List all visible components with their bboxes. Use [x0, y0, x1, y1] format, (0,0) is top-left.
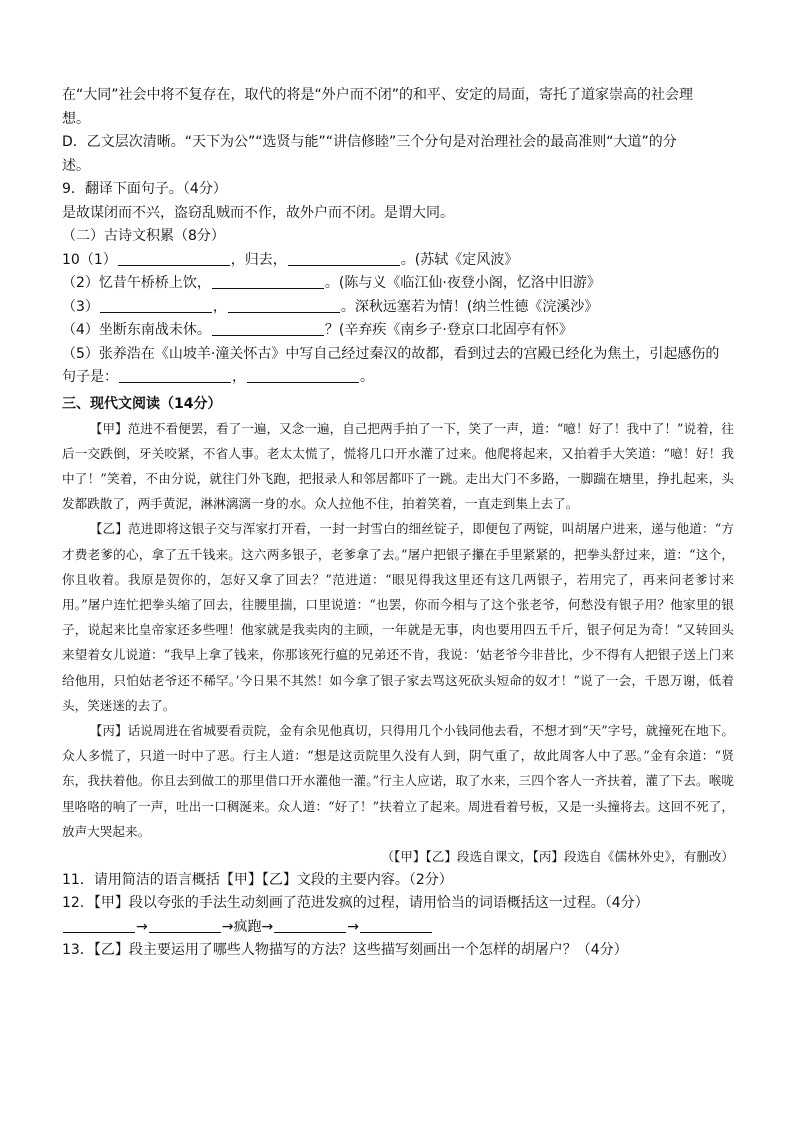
section-2-2-title: （二）古诗文积累（8分） — [62, 228, 225, 244]
question-10-1: 10（1） ，归去， 。(苏轼《定风波》 — [62, 251, 519, 268]
question-9: 9．翻译下面句子。（4分） — [62, 181, 227, 197]
answer-blank[interactable] — [63, 918, 135, 933]
question-10-3: （3） ， 。深秋远塞若为情！(纳兰性德《浣溪沙》 — [62, 298, 599, 315]
document-content — [62, 84, 734, 963]
question-10-2: （2）忆昔午桥桥上饮， 。(陈与义《临江仙·夜登小阁，忆洛中旧游》 — [62, 275, 601, 291]
text-line: 述。 — [62, 157, 90, 174]
text-line: 想。 — [62, 110, 90, 127]
text-line: 在“大同”社会中将不复存在，取代的将是“外户而不闭”的和平、安定的局面，寄托了道家崇高的社会理 — [62, 87, 694, 103]
question-12: 12．【甲】段以夸张的手法生动刻画了范进发疯的过程，请用恰当的词语概括这一过程。（4分） — [62, 895, 649, 912]
answer-blank[interactable] — [212, 321, 324, 336]
answer-blank[interactable] — [118, 251, 230, 266]
answer-blank[interactable] — [119, 368, 231, 383]
question-9-sentence: 是故谋闭而不兴，盗窃乱贼而不作，故外户而不闭。是谓大同。 — [62, 204, 454, 221]
question-10-5-answer: 句子是： ， 。 — [62, 369, 374, 385]
section-3-title: 三、现代文阅读（14分） — [62, 395, 222, 412]
passage-source: （【甲】【乙】段选自课文，【丙】段选自《儒林外史》，有删改） — [381, 848, 734, 864]
answer-blank[interactable] — [288, 251, 400, 266]
passage-jia: 【甲】范进不看便罢，看了一遍，又念一遍，自己把两手拍了一下，笑了一声，道：“噫！好了！我中了！”说着，往后一交跌倒，牙关咬紧，不省人事。老太太慌了，慌将几口开水灌了过来。他爬将起来，又拍着手大笑道：“噫！好！我中了！”笑着，不由分说，就往门外飞跑，把报录人和邻居都吓了一跳。走出大门不多路，一脚踹在塘里，挣扎起来，头发都跌散了，两手黄泥，淋淋漓漓一身的水。众人拉他不住，拍着笑着，一直走到集上去了。 — [62, 420, 734, 512]
answer-blank[interactable] — [228, 298, 340, 313]
option-d: D．乙文层次清晰。“天下为公”“选贤与能”“讲信修睦”三个分句是对治理社会的最高准则“大道”的分 — [62, 134, 677, 150]
passage-yi: 【乙】范进即将这银子交与浑家打开看，一封一封雪白的细丝锭子，即便包了两锭，叫胡屠户进来，递与他道：“方才费老爹的心，拿了五千钱来。这六两多银子，老爹拿了去。”屠户把银子攥在手里紧紧的，把拳头舒过来，道：“这个，你且收着。我原是贺你的，怎好又拿了回去？”范进道：“眼见得我这里还有这几两银子，若用完了，再来问老爹讨来用。”屠户连忙把拳头缩了回去，往腰里揣，口里说道：“也罢，你而今相与了这个张老爷，何愁没有银子用？他家里的银子，说起来比皇帝家还多些哩！他家就是我卖肉的主顾，一年就是无事，肉也要用四五千斤，银子何足为奇！”又转回头来望着女儿说道：“我早上拿了钱来，你那该死行瘟的兄弟还不肯，我说：‘姑老爷今非昔比，少不得有人把银子送上门来给他用，只怕姑老爷还不稀罕。’今日果不其然！如今拿了银子家去骂这死砍头短命的奴才！”说了一会，千恩万谢，低着头，笑迷迷的去了。 — [62, 521, 734, 713]
answer-blank[interactable] — [100, 298, 212, 313]
answer-blank[interactable] — [247, 368, 359, 383]
answer-blank[interactable] — [274, 918, 346, 933]
answer-blank[interactable] — [212, 274, 324, 289]
answer-blank[interactable] — [149, 918, 221, 933]
question-12-chain: → →疯跑→ → — [62, 916, 734, 940]
question-10-5: （5）张养浩在《山坡羊·潼关怀古》中写自己经过秦汉的故都，看到过去的宫殿已经化为焦土，引起感伤的 — [62, 345, 720, 362]
passage-bing: 【丙】话说周进在省城要看贡院，金有余见他真切，只得用几个小钱同他去看，不想才到“天”字号，就撞死在地下。众人多慌了，只道一时中了恶。行主人道：“想是这贡院里久没有人到，阴气重了，故此周客人中了恶。”金有余道：“贤东，我扶着他。你且去到做工的那里借口开水灌他一灌。”行主人应诺，取了水来，三四个客人一齐扶着，灌了下去。喉咙里咯咯的响了一声，吐出一口稠涎来。众人道：“好了！”扶着立了起来。周进看着号板，又是一头撞将去。这回不死了，放声大哭起来。 — [62, 722, 734, 839]
question-11: 11．请用简洁的语言概括【甲】【乙】文段的主要内容。（2分） — [62, 871, 453, 888]
answer-blank[interactable] — [360, 918, 432, 933]
question-13: 13．【乙】段主要运用了哪些人物描写的方法？这些描写刻画出一个怎样的胡屠户？（4分） — [62, 942, 628, 959]
question-10-4: （4）坐断东南战未休。 ？(辛弃疾《南乡子·登京口北固亭有怀》 — [62, 322, 573, 338]
